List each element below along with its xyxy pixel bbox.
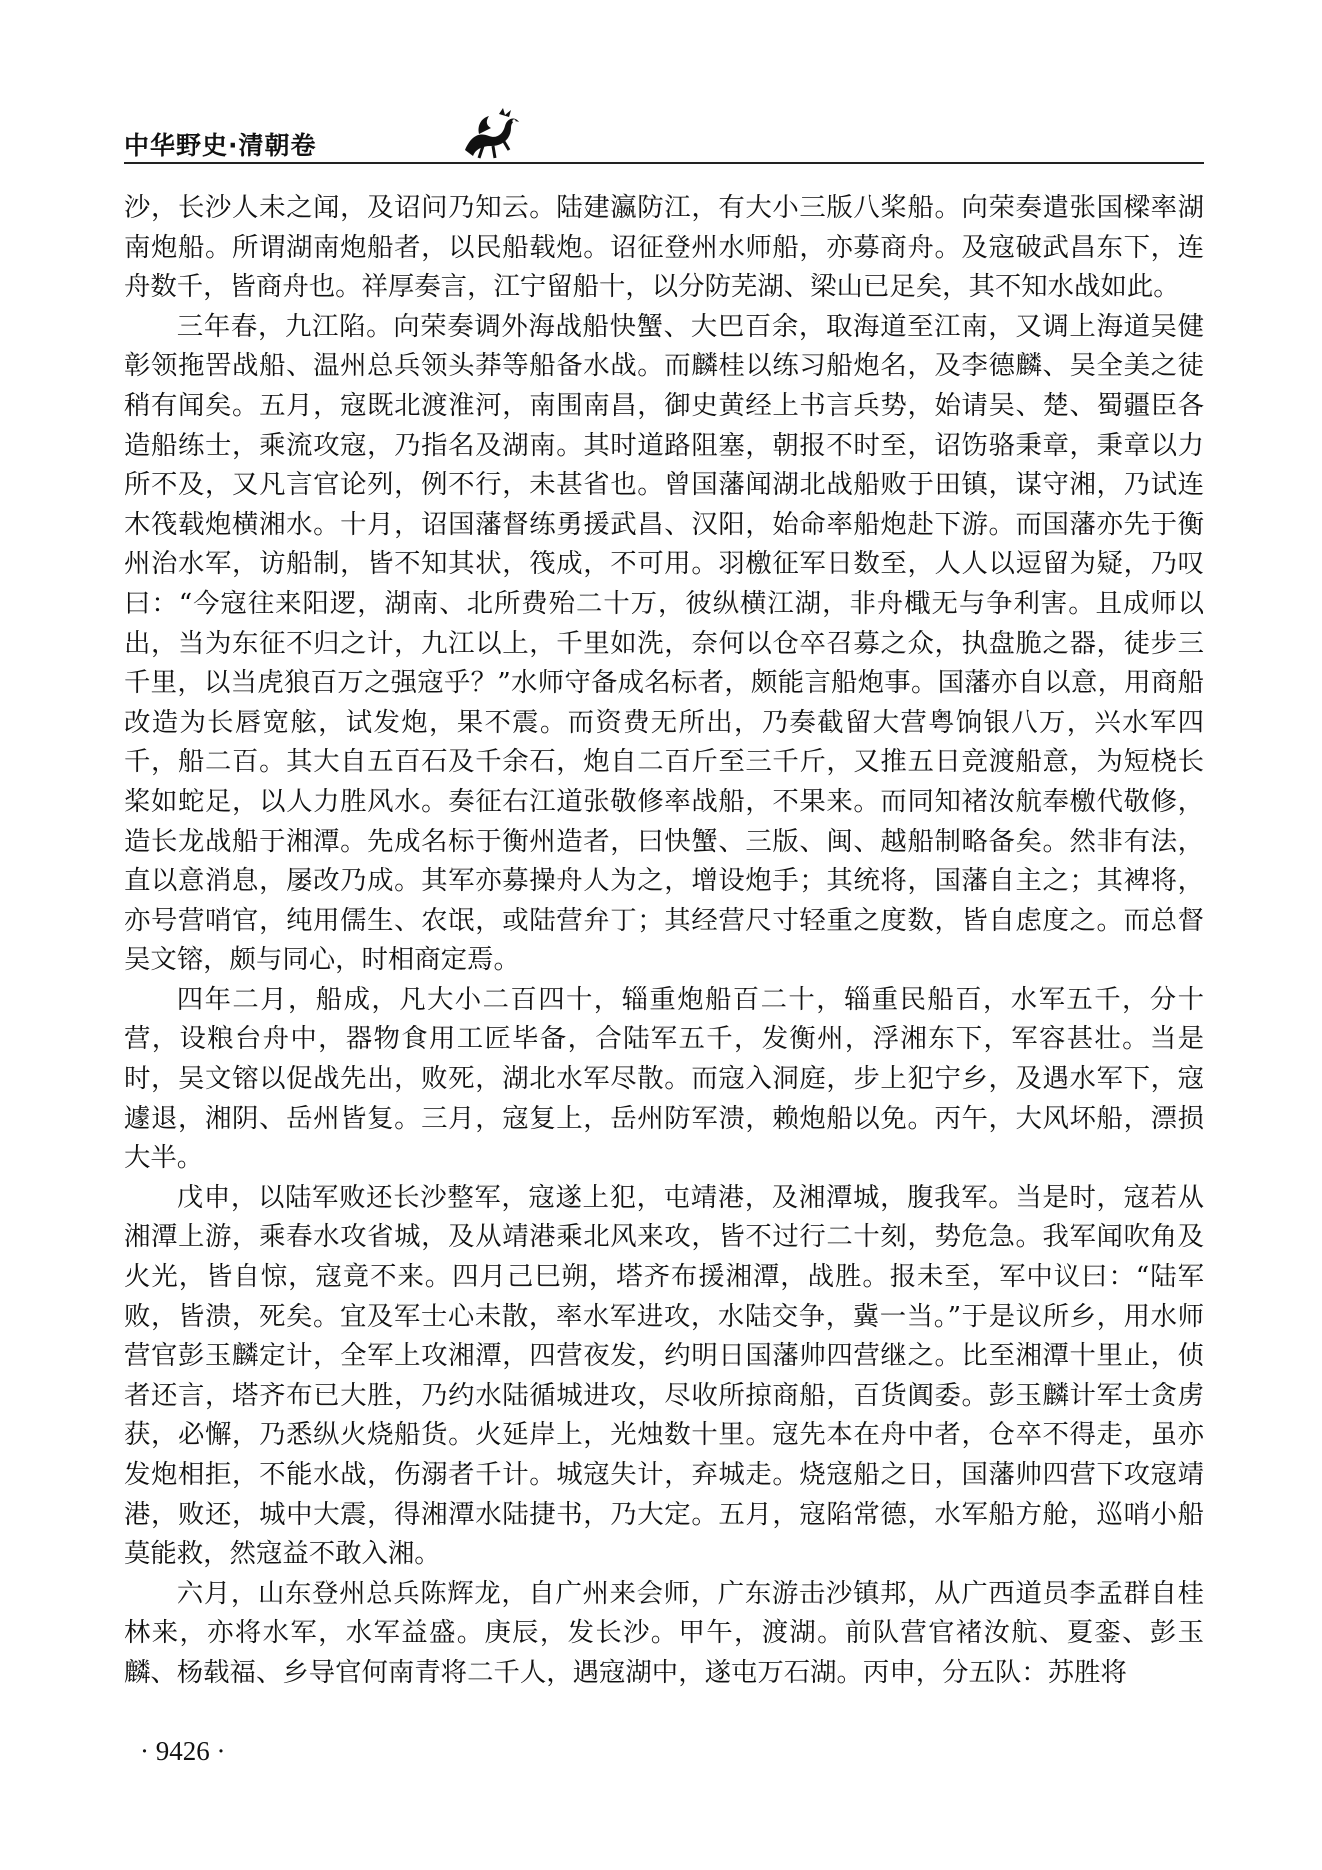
dragon-emblem-icon <box>459 106 523 162</box>
paragraph-4: 戊申，以陆军败还长沙整军，寇遂上犯，屯靖港，及湘潭城，腹我军。当是时，寇若从湘潭上游，乘春水攻省城，及从靖港乘北风来攻，皆不过行二十刻，势危急。我军闻吹角及火光，皆自惊，寇竟不来。四月己巳朔，塔齐布援湘潭，战胜。报未至，军中议曰：“陆军败，皆溃，死矣。宜及军士心未散，率水军进攻，水陆交争，冀一当。”于是议所乡，用水师营官彭玉麟定计，全军上攻湘潭，四营夜发，约明日国藩帅四营继之。比至湘潭十里止，侦者还言，塔齐布已大胜，乃约水陆循城进攻，尽收所掠商船，百货阗委。彭玉麟计军士贪虏获，必懈，乃悉纵火烧船货。火延岸上，光烛数十里。寇先本在舟中者，仓卒不得走，虽亦发炮相拒，不能水战，伤溺者千计。城寇失计，弃城走。烧寇船之日，国藩帅四营下攻寇靖港，败还，城中大震，得湘潭水陆捷书，乃大定。五月，寇陷常德，水军船方舱，巡哨小船莫能救，然寇益不敢入湘。 <box>124 1181 1204 1570</box>
paragraph-5: 六月，山东登州总兵陈辉龙，自广州来会师，广东游击沙镇邦，从广西道员李孟群自桂林来，亦将水军，水军益盛。庚辰，发长沙。甲午，渡湖。前队营官褚汝航、夏銮、彭玉麟、杨载福、乡导官何南青将二千人，遇寇湖中，遂屯万石湖。丙申，分五队：苏胜将 <box>124 1577 1204 1688</box>
paragraph-3: 四年二月，船成，凡大小二百四十，辎重炮船百二十，辎重民船百，水军五千，分十营，设粮台舟中，器物食用工匠毕备，合陆军五千，发衡州，浮湘东下，军容甚壮。当是时，吴文镕以促战先出，败死，湖北水军尽散。而寇入洞庭，步上犯宁乡，及遇水军下，寇遽退，湘阴、岳州皆复。三月，寇复上，岳州防军溃，赖炮船以免。丙午，大风坏船，漂损大半。 <box>124 983 1204 1174</box>
paragraph-2: 三年春，九江陷。向荣奏调外海战船快蟹、大巴百余，取海道至江南，又调上海道吴健彰领拖罟战船、温州总兵领头莽等船备水战。而麟桂以练习船炮名，及李德麟、吴全美之徒稍有闻矣。五月，寇既北渡淮河，南围南昌，御史黄经上书言兵势，始请吴、楚、蜀疆臣各造船练士，乘流攻寇，乃指名及湖南。其时道路阻塞，朝报不时至，诏饬骆秉章，秉章以力所不及，又凡言官论列，例不行，未甚省也。曾国藩闻湖北战船败于田镇，谋守湘，乃试连木筏载炮横湘水。十月，诏国藩督练勇援武昌、汉阳，始命率船炮赴下游。而国藩亦先于衡州治水军，访船制，皆不知其状，筏成，不可用。羽檄征军日数至，人人以逗留为疑，乃叹曰：“今寇往来阳逻，湖南、北所费殆二十万，彼纵横江湖，非舟檝无与争利害。且成师以出，当为东征不归之计，九江以上，千里如洗，奈何以仓卒召募之众，执盘脆之器，徒步三千里，以当虎狼百万之强寇乎？”水师守备成名标者，颇能言船炮事。国藩亦自以意，用商船改造为长唇宽舷，试发炮，果不震。而资费无所出，乃奏截留大营粤饷银八万，兴水军四千，船二百。其大自五百石及千余石，炮自二百斤至三千斤，又推五日竞渡船意，为短桡长桨如蛇足，以人力胜风水。奏征右江道张敬修率战船，不果来。而同知褚汝航奉檄代敬修，造长龙战船于湘潭。先成名标于衡州造者，曰快蟹、三版、闽、越船制略备矣。然非有法，直以意消息，屡改乃成。其军亦募操舟人为之，增设炮手；其统将，国藩自主之；其裨将，亦号营哨官，纯用儒生、农氓，或陆营弁丁；其经营尺寸轻重之度数，皆自虑度之。而总督吴文镕，颇与同心，时相商定焉。 <box>124 310 1204 976</box>
book-title: 中华野史·清朝卷 <box>124 131 317 160</box>
page-number: · 9426 · <box>140 1736 226 1766</box>
body-text <box>124 188 1204 1693</box>
paragraph-1: 沙，长沙人未之闻，及诏问乃知云。陆建瀛防江，有大小三版八桨船。向荣奏遣张国樑率湖南炮船。所谓湖南炮船者，以民船载炮。诏征登州水师船，亦募商舟。及寇破武昌东下，连舟数千，皆商舟也。祥厚奏言，江宁留船十，以分防芜湖、梁山已足矣，其不知水战如此。 <box>124 192 1204 303</box>
header-divider <box>124 162 1204 164</box>
running-header <box>124 118 1204 170</box>
